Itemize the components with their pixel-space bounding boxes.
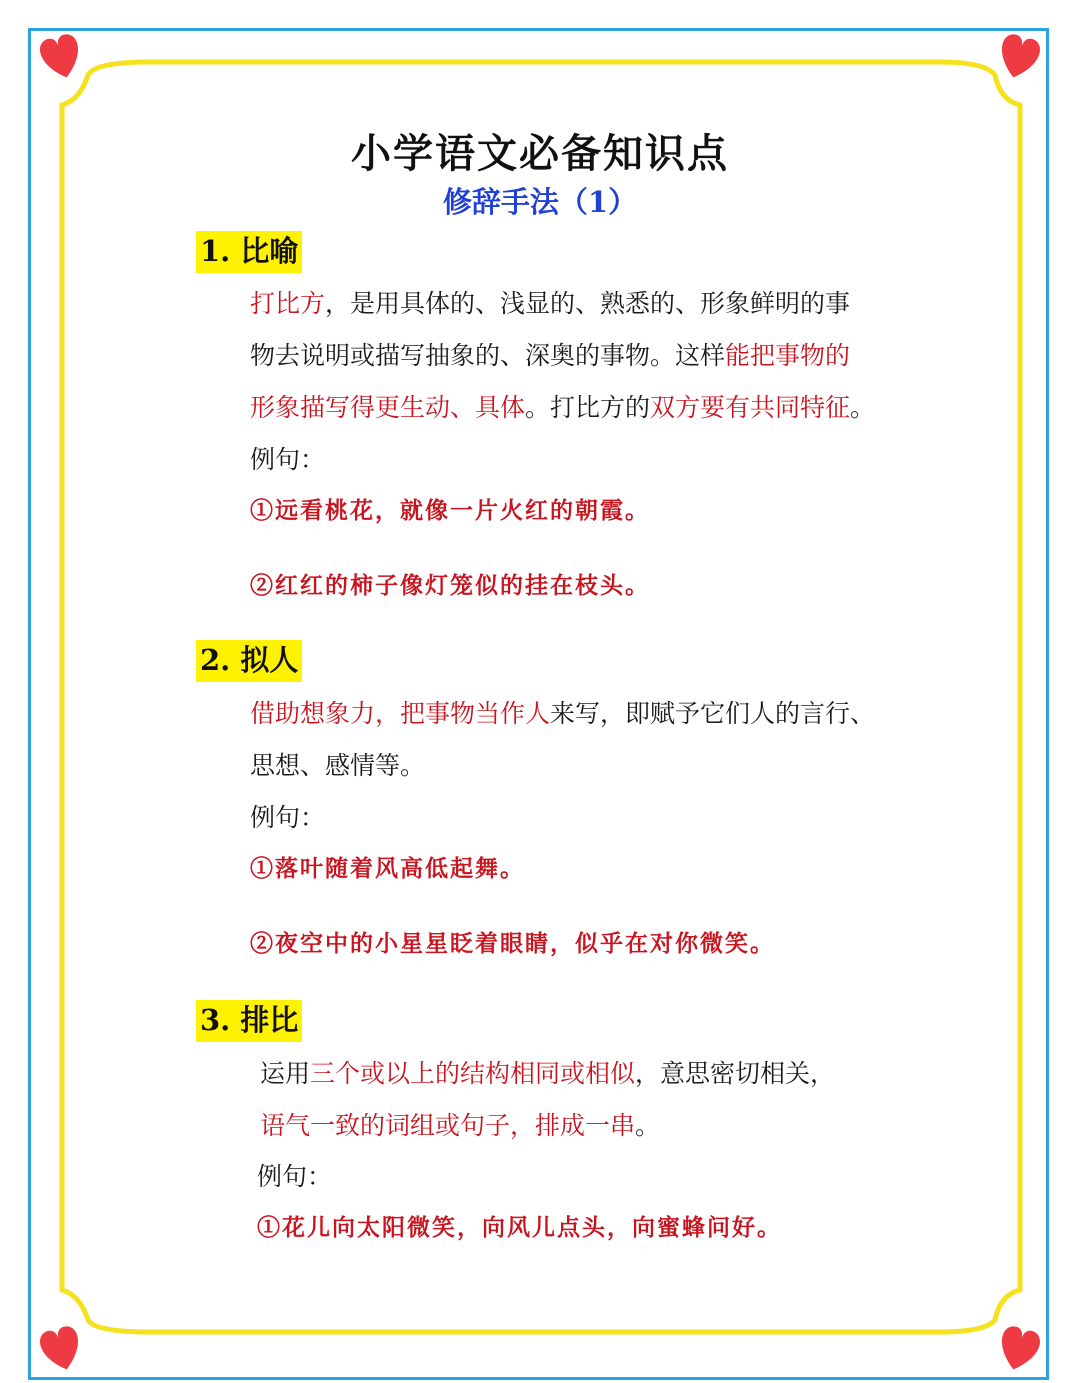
highlighted-text: 双方要有共同特征 <box>650 393 851 422</box>
example-label: 例句： <box>250 803 326 832</box>
body-text: 来写，即赋予它们人的言行、 <box>550 699 876 728</box>
body-text: ，是用具体的、浅显的、熟悉的、形象鲜明的事 <box>325 289 851 318</box>
highlighted-text: 借助想象力，把事物当作人 <box>250 699 551 728</box>
page-subtitle: 修辞手法（1） <box>442 185 638 219</box>
example-label: 例句： <box>250 445 326 474</box>
section-heading-simile: 1. 比喻 <box>196 231 302 273</box>
example-sentence: ①落叶随着风高低起舞。 <box>250 855 525 882</box>
definition-line <box>250 697 875 731</box>
definition-line <box>250 287 850 321</box>
example-sentence: ①花儿向太阳微笑，向风儿点头，向蜜蜂问好。 <box>257 1214 782 1241</box>
highlighted-text: 能把事物的 <box>725 341 851 370</box>
section-heading-personification: 2. 拟人 <box>196 640 302 682</box>
highlighted-text: 语气一致的词组或句子，排成一串 <box>260 1111 636 1140</box>
body-text: 物去说明或描写抽象的、深奥的事物。这样 <box>250 341 726 370</box>
definition-line <box>250 339 850 373</box>
section-heading-parallelism: 3. 排比 <box>196 1000 302 1042</box>
body-text: ，意思密切相关， <box>635 1059 836 1088</box>
definition-line <box>250 391 875 425</box>
page-title: 小学语文必备知识点 <box>351 130 729 177</box>
definition-line <box>260 1057 835 1091</box>
body-text: 。 <box>635 1111 661 1140</box>
example-sentence: ②红红的柿子像灯笼似的挂在枝头。 <box>250 572 650 599</box>
highlighted-text: 打比方 <box>250 289 326 318</box>
example-sentence: ②夜空中的小星星眨着眼睛，似乎在对你微笑。 <box>250 930 775 957</box>
highlighted-text: 形象描写得更生动、具体 <box>250 393 526 422</box>
example-sentence: ①远看桃花，就像一片火红的朝霞。 <box>250 497 650 524</box>
highlighted-text: 三个或以上的结构相同或相似 <box>310 1059 636 1088</box>
body-text: 思想、感情等。 <box>250 751 426 780</box>
body-text: 。 <box>850 393 876 422</box>
definition-line <box>250 749 425 783</box>
example-label: 例句： <box>257 1162 333 1191</box>
body-text: 运用 <box>260 1059 311 1088</box>
definition-line <box>260 1109 660 1143</box>
body-text: 。打比方的 <box>525 393 651 422</box>
